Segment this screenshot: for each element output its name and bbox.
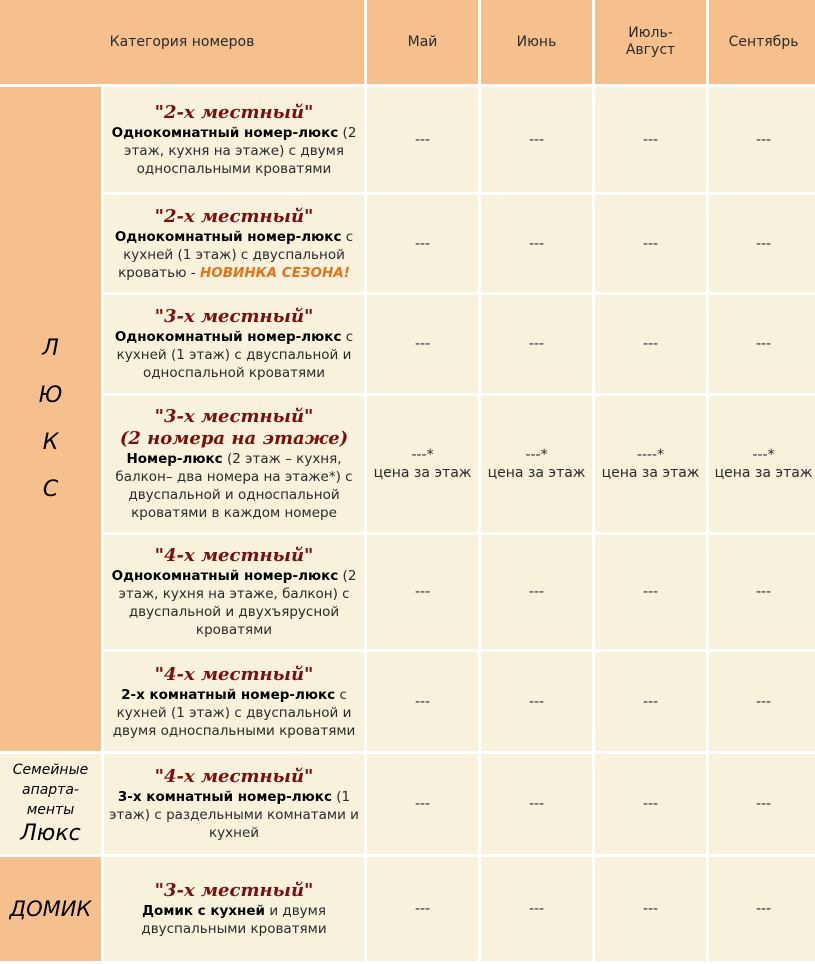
room-title: "4-х местный"	[154, 545, 314, 566]
room-name: 3-х комнатный номер-люкс	[117, 789, 332, 805]
price-july-august: ---	[595, 754, 706, 854]
family-label-line: менты	[26, 802, 75, 818]
lux-letter: Л	[42, 336, 59, 361]
price-july-august: ---	[595, 295, 706, 393]
price-may: ---	[367, 195, 478, 292]
price-july-august: ---	[595, 195, 706, 292]
room-details: (2 этаж, кухня на этаже, балкон) с двуспальной и двухъярусной кроватями	[118, 568, 357, 638]
price-may: ---	[367, 857, 478, 961]
price-june	[481, 396, 592, 532]
room-details: (2 этаж, кухня на этаже) с двумя односпальными кроватями	[124, 124, 357, 177]
price-september: ---	[709, 87, 815, 192]
room-name: Однокомнатный номер-люкс	[114, 228, 342, 245]
price-july-august: ---	[595, 87, 706, 192]
room-name: Домик с кухней	[142, 903, 266, 919]
price-september: ---	[709, 295, 815, 393]
header-august-line: Август	[625, 42, 676, 58]
price-may: ---	[367, 87, 478, 192]
room-name: 2-х комнатный номер-люкс	[121, 686, 336, 703]
room-description	[104, 396, 364, 532]
price-june: ---	[481, 87, 592, 192]
price-july-august: ---	[595, 857, 706, 961]
price-value: ----*	[636, 447, 665, 463]
price-september: ---	[709, 857, 815, 961]
price-june: ---	[481, 754, 592, 854]
room-title: "3-х местный"	[154, 880, 314, 901]
header-row	[0, 0, 815, 84]
room-description	[104, 857, 364, 961]
price-note: цена за этаж	[714, 465, 813, 481]
room-name: Однокомнатный номер-люкс	[111, 568, 339, 584]
room-details: с кухней (1 этаж) с двуспальной и односпальной кроватями	[116, 329, 354, 381]
price-value: ---*	[411, 447, 434, 463]
price-value: ---*	[525, 447, 548, 463]
room-title: "2-х местный"	[154, 205, 314, 227]
price-note: цена за этаж	[373, 465, 472, 481]
price-september	[709, 396, 815, 532]
table-row	[0, 754, 815, 854]
price-june: ---	[481, 857, 592, 961]
room-title: "3-х местный"	[154, 306, 314, 327]
room-title: "3-х местный"	[154, 406, 314, 427]
room-details: (2 этаж – кухня, балкон– два номера на этаже*) с двуспальной и односпальной кроватями в каждом номере	[115, 451, 353, 521]
price-value: ---*	[752, 447, 775, 463]
room-details: с кухней (1 этаж) с двуспальной и двумя односпальными кроватями	[112, 686, 356, 739]
room-description	[104, 652, 364, 751]
price-july-august: ---	[595, 652, 706, 751]
price-july-august	[595, 396, 706, 532]
price-may: ---	[367, 754, 478, 854]
price-june: ---	[481, 652, 592, 751]
room-details: с кухней (1 этаж) с двуспальной кроватью -	[118, 228, 354, 281]
price-may: ---	[367, 652, 478, 751]
price-may	[367, 396, 478, 532]
family-label-line: Семейные	[12, 762, 89, 778]
room-description	[104, 87, 364, 192]
price-june: ---	[481, 295, 592, 393]
room-title: "4-х местный"	[154, 766, 314, 787]
lux-letter: К	[42, 430, 59, 455]
category-lux	[0, 87, 101, 751]
family-label-lux: Люкс	[20, 821, 81, 846]
header-category: Категория номеров	[0, 0, 364, 84]
price-september: ---	[709, 652, 815, 751]
price-september: ---	[709, 754, 815, 854]
price-note: цена за этаж	[601, 465, 700, 481]
price-may: ---	[367, 295, 478, 393]
room-title: "2-х местный"	[154, 101, 314, 123]
header-july-august	[595, 0, 706, 84]
price-june: ---	[481, 535, 592, 649]
price-july-august: ---	[595, 535, 706, 649]
room-subtitle: (2 номера на этаже)	[119, 428, 349, 449]
table-row	[0, 295, 815, 393]
price-note: цена за этаж	[487, 465, 586, 481]
header-june: Июнь	[481, 0, 592, 84]
category-house: ДОМИК	[0, 857, 101, 961]
room-details: (1 этаж) с раздельными комнатами и кухней	[109, 789, 359, 841]
header-july-line: Июль-	[628, 25, 673, 41]
category-family-apartments	[0, 754, 101, 854]
room-name: Номер-люкс	[126, 451, 223, 467]
table-row	[0, 87, 815, 192]
table-row	[0, 652, 815, 751]
price-september: ---	[709, 195, 815, 292]
table-row	[0, 857, 815, 961]
room-description	[104, 535, 364, 649]
new-season-badge: НОВИНКА СЕЗОНА!	[199, 264, 350, 281]
room-title: "4-х местный"	[154, 663, 314, 685]
header-september: Сентябрь	[709, 0, 815, 84]
room-name: Однокомнатный номер-люкс	[111, 124, 339, 141]
room-name: Однокомнатный номер-люкс	[114, 329, 342, 345]
price-june: ---	[481, 195, 592, 292]
table-row	[0, 535, 815, 649]
room-details: и двумя двуспальными кроватями	[141, 903, 327, 937]
price-september: ---	[709, 535, 815, 649]
table-row	[0, 396, 815, 532]
room-description	[104, 295, 364, 393]
lux-letter: Ю	[38, 383, 63, 408]
lux-letter: С	[42, 477, 59, 502]
header-may: Май	[367, 0, 478, 84]
room-description	[104, 195, 364, 292]
price-may: ---	[367, 535, 478, 649]
family-label-line: апарта-	[22, 782, 79, 798]
table-row	[0, 195, 815, 292]
room-description	[104, 754, 364, 854]
